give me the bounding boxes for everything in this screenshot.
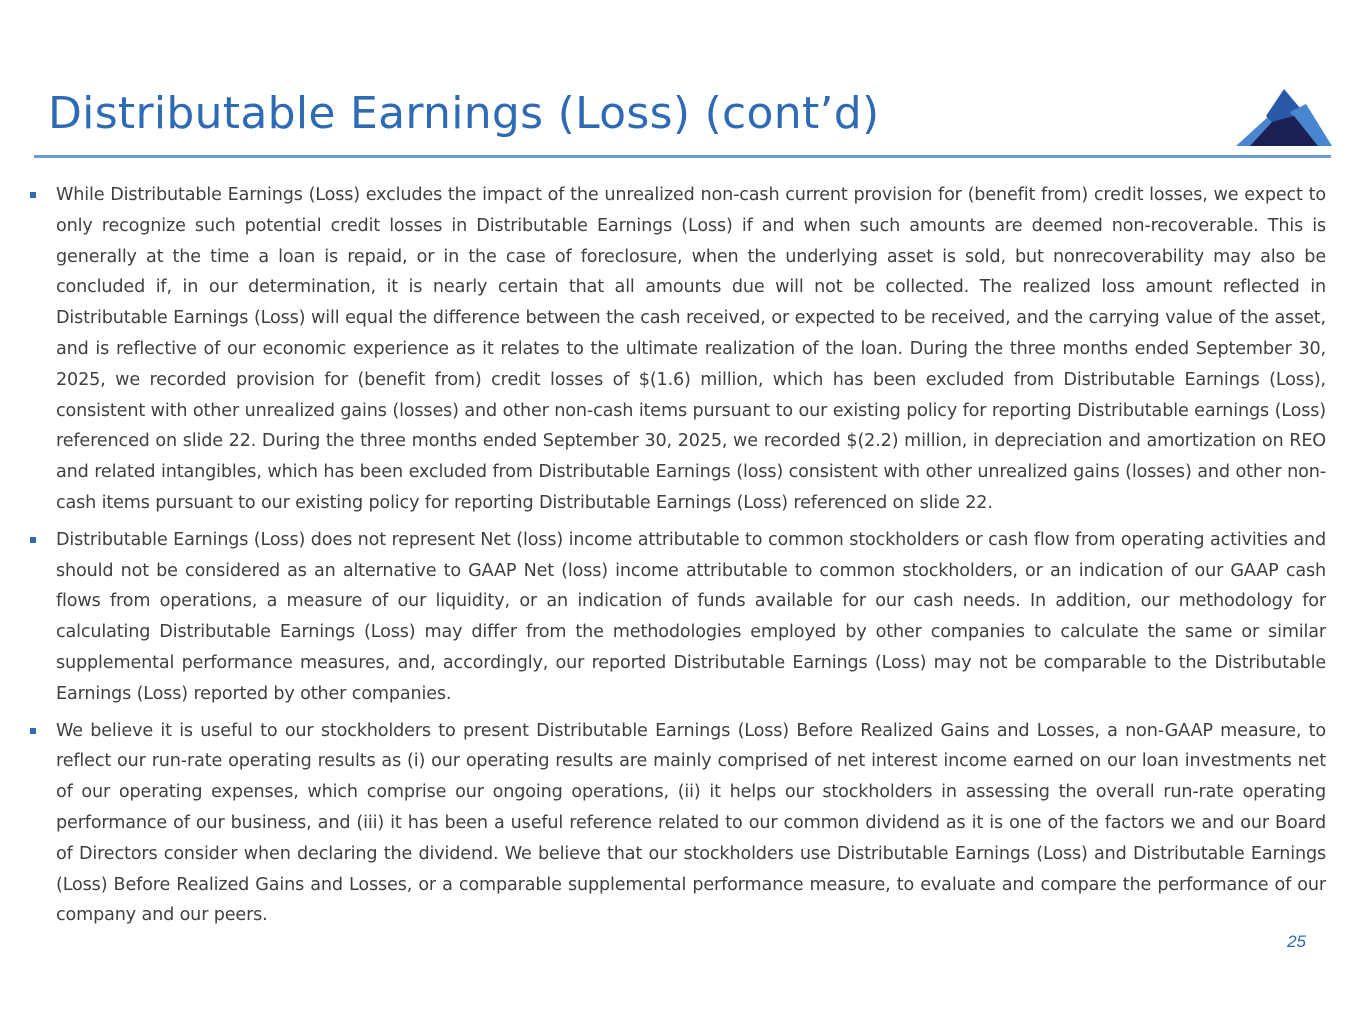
bullet-text: We believe it is useful to our stockholders to present Distributable Earnings (Loss) Before Realized Gains and Losses, a non-GAAP measure, to reflect our run-rate operating results as (i) our operating results are mainly comprised of net interest income earned on our loan investments net of our operating expenses, which comprise our ongoing operations, (ii) it helps our stockholders in assessing the overall run-rate operating performance of our business, and (iii) it has been a useful reference related to our common dividend as it is one of the factors we and our Board of Directors consider when declaring the dividend. We believe that our stockholders use Distributable Earnings (Loss) and Distributable Earnings (Loss) Before Realized Gains and Losses, or a comparable supplemental performance measure, to evaluate and compare the performance of our company and our peers. [56, 720, 1326, 926]
bullet-item [56, 180, 1326, 519]
bullet-item [56, 716, 1326, 932]
page-number: 25 [1287, 932, 1306, 951]
slide-title: Distributable Earnings (Loss) (cont’d) [48, 88, 880, 139]
bullet-text: Distributable Earnings (Loss) does not represent Net (loss) income attributable to common stockholders or cash flow from operating activities and should not be considered as an alternative to GAAP Net (loss) income attributable to common stockholders, or an indication of our GAAP cash flows from operations, a measure of our liquidity, or an indication of funds available for our cash needs. In addition, our methodology for calculating Distributable Earnings (Loss) may differ from the methodologies employed by other companies to calculate the same or similar supplemental performance measures, and, accordingly, our reported Distributable Earnings (Loss) may not be comparable to the Distributable Earnings (Loss) reported by other companies. [56, 529, 1326, 704]
bullet-square-icon [30, 537, 36, 543]
bullet-item [56, 525, 1326, 710]
bullet-square-icon [30, 728, 36, 734]
mountain-logo-icon [1236, 86, 1332, 148]
bullet-text: While Distributable Earnings (Loss) excludes the impact of the unrealized non-cash current provision for (benefit from) credit losses, we expect to only recognize such potential credit losses in Distributable Earnings (Loss) if and when such amounts are deemed non-recoverable. This is generally at the time a loan is repaid, or in the case of foreclosure, when the underlying asset is sold, but nonrecoverability may also be concluded if, in our determination, it is nearly certain that all amounts due will not be collected. The realized loss amount reflected in Distributable Earnings (Loss) will equal the difference between the cash received, or expected to be received, and the carrying value of the asset, and is reflective of our economic experience as it relates to the ultimate realization of the loan. During the three months ended September 30, 2025, we recorded provision for (benefit from) credit losses of $(1.6) million, which has been excluded from Distributable Earnings (Loss), consistent with other unrealized gains (losses) and other non-cash items pursuant to our existing policy for reporting Distributable earnings (Loss) referenced on slide 22. During the three months ended September 30, 2025, we recorded $(2.2) million, in depreciation and amortization on REO and related intangibles, which has been excluded from Distributable Earnings (loss) consistent with other unrealized gains (losses) and other non-cash items pursuant to our existing policy for reporting Distributable Earnings (Loss) referenced on slide 22. [56, 185, 1326, 513]
title-divider [34, 155, 1331, 158]
bullet-list [0, 180, 1326, 937]
bullet-square-icon [30, 192, 36, 198]
